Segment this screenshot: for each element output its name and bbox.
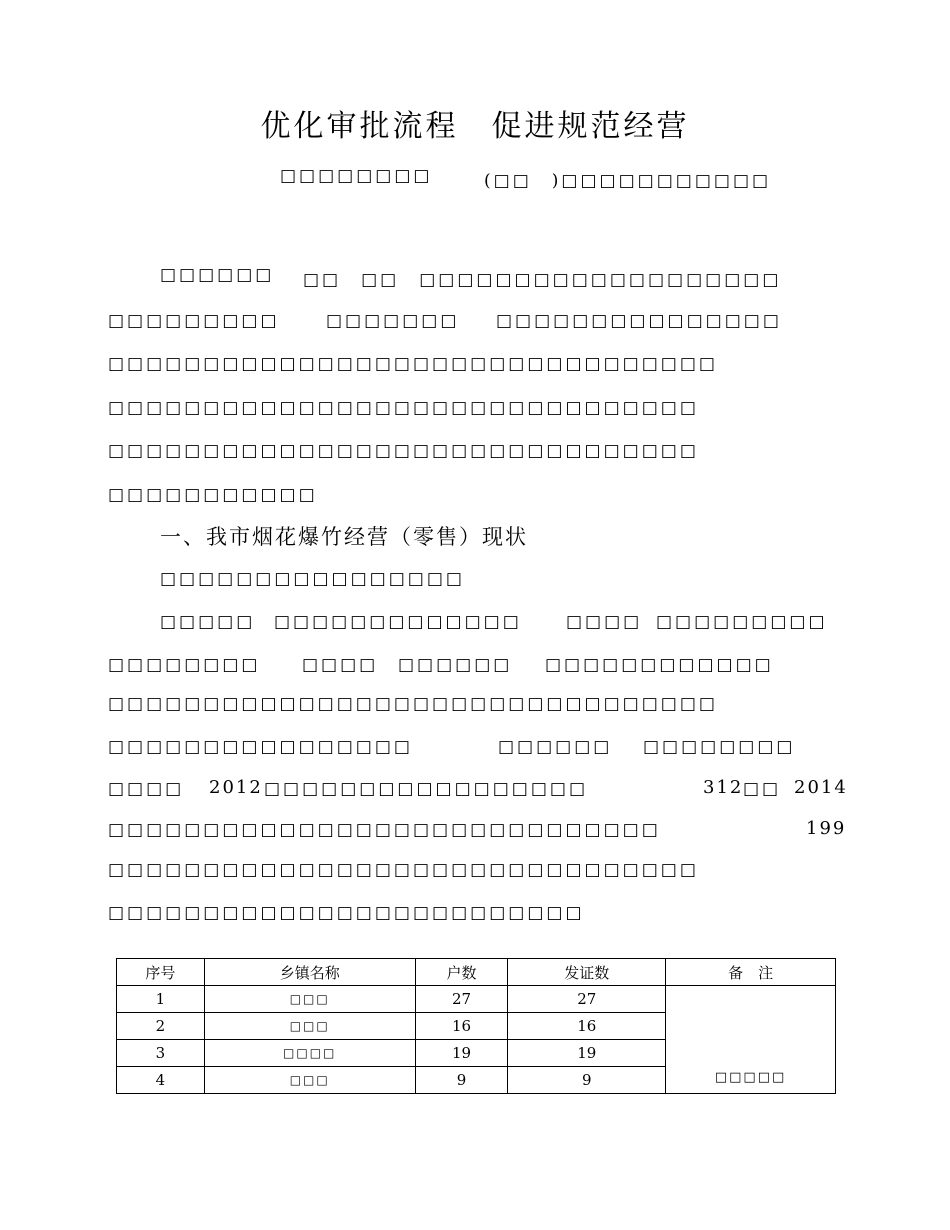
township-permit-table [116, 958, 836, 1094]
p3-line2-d: □□□□□□□□□□□□ [545, 655, 774, 675]
p3-line3: □□□□□□□□□□□□□□□□□□□□□□□□□□□□□□□□ [108, 694, 718, 714]
p3-line2-b: □□□□ [302, 655, 379, 675]
subtitle-part2: (□□ )□□□□□□□□□□□ [484, 171, 772, 191]
p1-line1-a: □□□□□□ [160, 265, 275, 285]
cell-township: □□□ [204, 986, 415, 1013]
header-remarks: 备 注 [666, 959, 836, 986]
p1-line2-a: □□□□□□□□□ [108, 311, 280, 331]
p3-line2-c: □□□□□□ [398, 655, 513, 675]
cell-index: 4 [117, 1067, 205, 1094]
cell-index: 2 [117, 1013, 205, 1040]
p1-line3: □□□□□□□□□□□□□□□□□□□□□□□□□□□□□□□□ [108, 354, 718, 374]
cell-permits: 19 [508, 1040, 666, 1067]
p1-line2-b: □□□□□□□ [326, 311, 460, 331]
p3-line1-a: □□□□□ [160, 612, 256, 632]
p3-line6-count-199: 199 [806, 818, 847, 839]
p3-line6-a: □□□□□□□□□□□□□□□□□□□□□□□□□□□□□ [108, 820, 661, 840]
p2-line1: □□□□□□□□□□□□□□□□ [160, 569, 465, 589]
cell-township: □□□ [204, 1013, 415, 1040]
header-permit-count: 发证数 [508, 959, 666, 986]
p3-line5-a: □□□□ [108, 779, 185, 799]
cell-remarks: □□□□□ [666, 986, 836, 1094]
p3-line5-e: □□ [743, 779, 782, 799]
p3-line1-b: □□□□□□□□□□□□□ [274, 612, 522, 632]
cell-households: 27 [415, 986, 508, 1013]
p1-line2-c: □□□□□□□□□□□□□□□ [496, 311, 782, 331]
cell-township: □□□ [204, 1067, 415, 1094]
cell-index: 3 [117, 1040, 205, 1067]
p3-line1-c: □□□□ [566, 612, 643, 632]
cell-index: 1 [117, 986, 205, 1013]
document-title: 优化审批流程 促进规范经营 [260, 109, 690, 144]
header-household-count: 户数 [415, 959, 508, 986]
cell-permits: 27 [508, 986, 666, 1013]
p3-line8: □□□□□□□□□□□□□□□□□□□□□□□□□ [108, 903, 585, 923]
cell-households: 9 [415, 1067, 508, 1094]
subtitle-part1: □□□□□□□□ [280, 166, 433, 186]
cell-permits: 16 [508, 1013, 666, 1040]
cell-households: 19 [415, 1040, 508, 1067]
p1-line1-b: □□ □□ □□□□□□□□□□□□□□□□□□□ [303, 270, 782, 290]
header-township-name: 乡镇名称 [204, 959, 415, 986]
cell-township: □□□□ [204, 1040, 415, 1067]
table-header-row [117, 959, 836, 986]
header-index: 序号 [117, 959, 205, 986]
p3-line2-a: □□□□□□□□ [108, 655, 261, 675]
p3-line5-c: □□□□□□□□□□□□□□□□□ [264, 779, 589, 799]
p3-line4-c: □□□□□□□□ [643, 737, 796, 757]
cell-households: 16 [415, 1013, 508, 1040]
p3-line7: □□□□□□□□□□□□□□□□□□□□□□□□□□□□□□□ [108, 860, 699, 880]
p3-line4-b: □□□□□□ [498, 737, 613, 757]
section-heading-1: 一、我市烟花爆竹经营（零售）现状 [160, 525, 528, 549]
p3-line1-d: □□□□□□□□□ [656, 612, 828, 632]
p3-line5-year-2012: 2012 [209, 777, 263, 798]
p1-line5: □□□□□□□□□□□□□□□□□□□□□□□□□□□□□□□ [108, 441, 699, 461]
p3-line5-year-2014: 2014 [794, 777, 848, 798]
p3-line5-count-312: 312 [703, 777, 744, 798]
table-row [117, 986, 836, 1013]
p1-line4: □□□□□□□□□□□□□□□□□□□□□□□□□□□□□□□ [108, 398, 699, 418]
cell-permits: 9 [508, 1067, 666, 1094]
p1-line6: □□□□□□□□□□□ [108, 485, 318, 505]
p3-line4-a: □□□□□□□□□□□□□□□□ [108, 737, 413, 757]
